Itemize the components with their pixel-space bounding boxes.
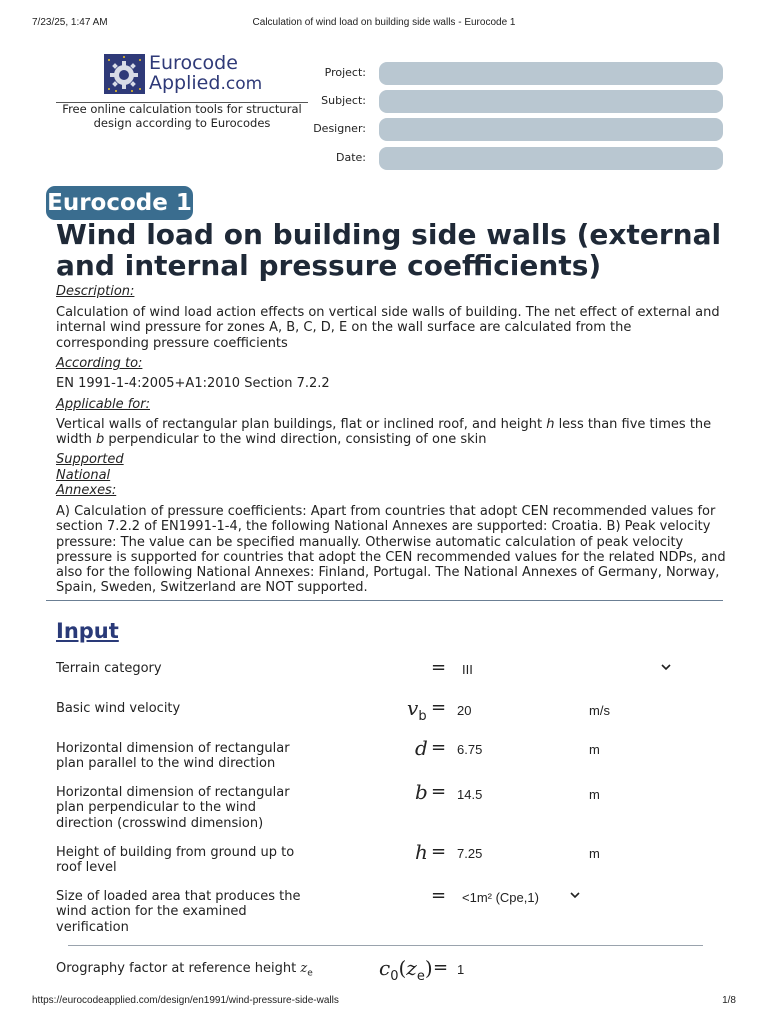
c0-equals: = [433,957,449,978]
dimension-d-input[interactable]: 6.75 [457,742,483,757]
according-text: EN 1991-1-4:2005+A1:2010 Section 7.2.2 [56,376,330,391]
d-equals: = [431,737,447,758]
print-datetime: 7/23/25, 1:47 AM [32,17,108,28]
c0-symbol-b-sub: e [416,969,425,984]
dimension-b-input[interactable]: 14.5 [457,787,483,802]
c0-symbol-b: z [406,956,417,980]
basic-wind-velocity-input[interactable]: 20 [457,703,472,718]
logo-wordmark [149,53,262,94]
applicable-h-symbol: h [546,417,555,432]
page-title: Wind load on building side walls (external and internal pressure coefficients) [56,218,722,282]
terrain-category-label: Terrain category [56,661,162,676]
applicable-label: Applicable for: [56,397,150,412]
height-h-label: Height of building from ground up to roof level [56,845,295,876]
chevron-down-icon [661,661,671,674]
terrain-equals: = [431,657,447,678]
section-divider [46,600,723,601]
national-annexes-text: A) Calculation of pressure coefficients: Apart from countries that adopt CEN recommended values for section 7.2.2 of EN1991-1-4, the following National Annexes are supported: Croatia. B) Peak velocity pressure: The value can be specified manually. Otherwise automatic calculation of peak velocity pressure is supported for countries that adopt the CEN recommended values for the related NDPs, and also for the following National Annexes: Finland, Portugal. The National Annexes of Germany, Norway, Spain, Sweden, Switzerland are NOT supported. [56,504,726,596]
loaded-area-value: <1m² (Cpe,1) [462,890,539,905]
subject-field[interactable] [379,90,723,113]
c0-symbol: $c_0(z_e)$ [379,956,433,984]
loaded-area-label: Size of loaded area that produces the wind action for the examined verification [56,889,301,935]
basic-wind-velocity-label: Basic wind velocity [56,701,181,716]
national-annexes-label-1: Supported [56,452,124,467]
input-heading: Input [56,619,119,643]
designer-row [300,118,724,142]
height-h-input[interactable]: 7.25 [457,846,483,861]
loaded-area-select[interactable] [455,884,585,910]
date-row [300,147,724,171]
row-divider [68,945,703,946]
area-equals: = [431,885,447,906]
description-text: Calculation of wind load action effects on vertical side walls of building. The net effect of external and internal wind pressure for zones A, B, C, D, E on the wall surface are calculated from the corresponding pressure coefficients [56,305,720,351]
project-label: Project: [324,66,366,79]
logo-line-2: Applied [149,72,221,94]
applicable-b-symbol: b [95,432,105,448]
subject-label: Subject: [321,94,366,107]
applicable-text [56,417,728,448]
b-equals: = [431,781,447,802]
orography-label-sub: e [307,968,313,979]
designer-field[interactable] [379,118,723,141]
orography-factor-value: 1 [457,962,465,977]
orography-label-sym: z [300,961,308,976]
print-header [32,17,736,31]
print-footer [32,995,736,1009]
b-symbol: b [415,780,428,804]
print-doc-title: Calculation of wind load on building side walls - Eurocode 1 [252,17,516,28]
orography-factor-label [56,961,356,982]
gear-logo-icon [104,54,145,94]
dimension-b-label: Horizontal dimension of rectangular plan perpendicular to the wind direction (crosswind dimension) [56,785,290,831]
h-equals: = [431,841,447,862]
d-unit: m [589,742,600,757]
h-unit: m [589,846,600,861]
dimension-d-label: Horizontal dimension of rectangular plan parallel to the wind direction [56,741,290,772]
project-row [300,62,724,86]
date-field[interactable] [379,147,723,170]
c0-symbol-a-sub: 0 [390,969,399,984]
orography-label-text: Orography factor at reference height [56,961,301,976]
date-label: Date: [336,151,366,164]
logo-line-1: Eurocode [149,52,238,74]
eurocode-badge: Eurocode 1 [46,186,193,220]
terrain-category-value: III [462,662,473,677]
applicable-text-1: Vertical walls of rectangular plan buildings, flat or inclined roof, and height [56,417,547,432]
logo-tagline: Free online calculation tools for structural design according to Eurocodes [62,102,302,130]
terrain-category-select[interactable] [455,655,680,681]
designer-label: Designer: [313,122,366,135]
description-label: Description: [56,284,135,299]
print-page-number: 1/8 [722,995,736,1006]
applicable-text-3: perpendicular to the wind direction, consisting of one skin [104,432,487,448]
national-annexes-label-2: National [56,468,111,483]
chevron-down-icon [570,889,580,902]
vb-equals: = [431,697,447,718]
c0-symbol-a: c [379,956,391,980]
d-symbol: d [415,736,428,760]
h-symbol: h [415,840,428,864]
according-label: According to: [56,356,143,371]
subject-row [300,90,724,114]
applicable-text-2: less than five times the width [56,417,712,448]
print-url: https://eurocodeapplied.com/design/en1991/wind-pressure-side-walls [32,995,339,1006]
b-unit: m [589,787,600,802]
national-annexes-label-3: Annexes: [56,483,117,498]
vb-symbol-sub: b [418,709,427,724]
eurocode-applied-logo[interactable] [104,54,284,96]
project-field[interactable] [379,62,723,85]
logo-line-2-suffix: .com [220,74,263,94]
vb-symbol [407,696,427,724]
vb-unit: m/s [589,703,610,718]
vb-symbol-base: v [407,696,419,720]
